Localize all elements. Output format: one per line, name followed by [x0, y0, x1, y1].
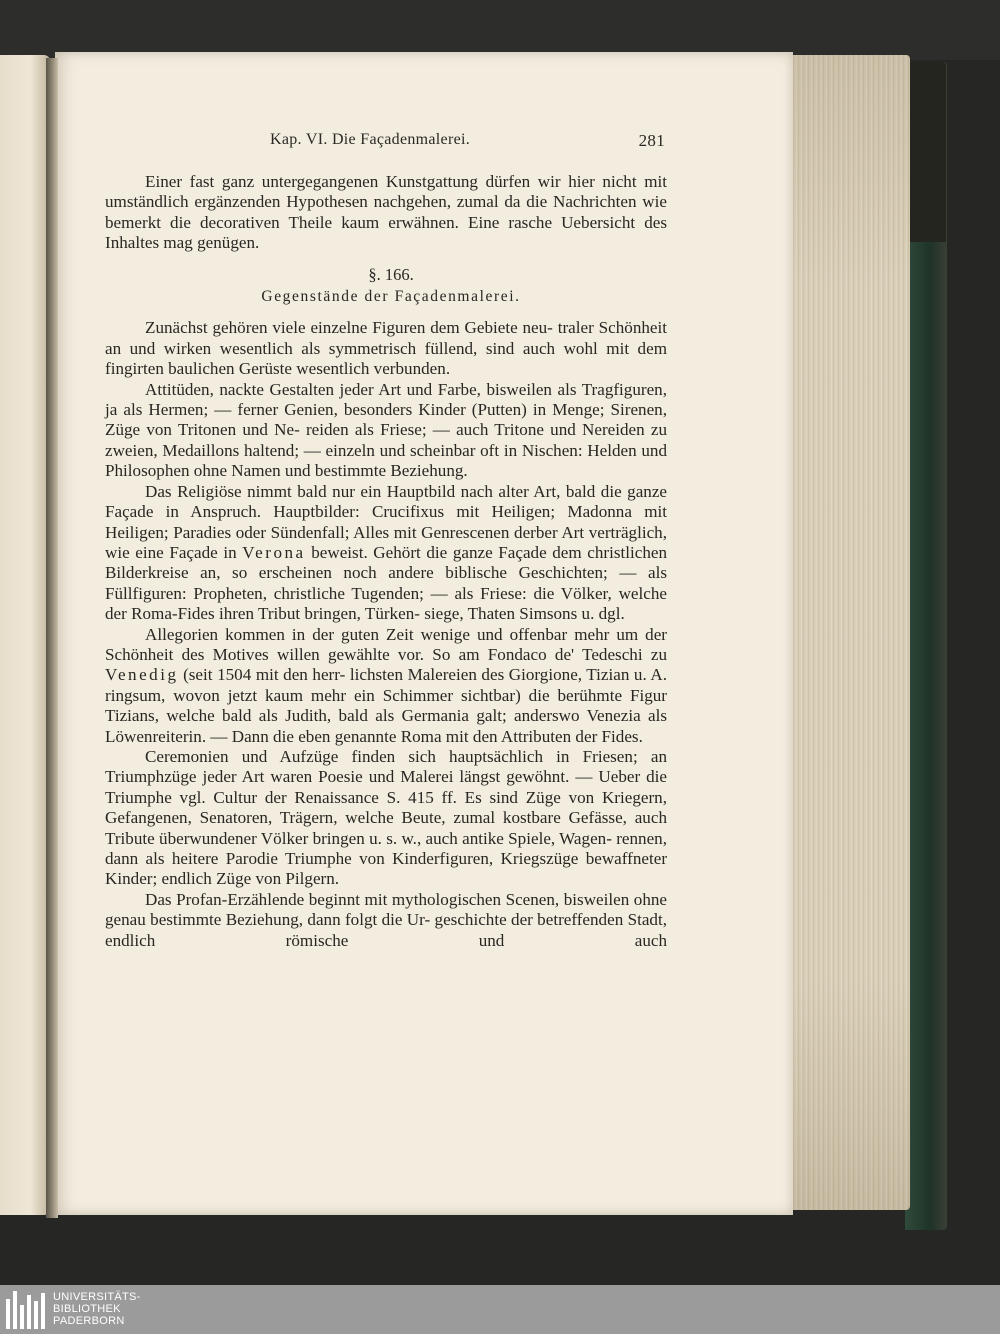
text-line: Tizians, welche bald als Judith, bald als Germania galt; anderswo [105, 706, 580, 726]
text-line: lichsten Malereien des Giorgione, Tizian u. A. ringsum, wovon [105, 665, 667, 705]
text-line: Kinder (Putten) in Menge; Sirenen, Züge von Tritonen und Ne- [105, 400, 667, 440]
intro-paragraph [105, 172, 667, 254]
text-line: nicht mit umständlich ergänzenden Hypothesen nachgehen, zumal [105, 172, 667, 212]
library-footer [0, 1285, 1000, 1334]
page-edges [790, 55, 910, 1210]
text-line: überwundener Völker bringen u. s. w., auch antike Spiele, Wagen- [159, 828, 612, 848]
place-name-verona: Verona [242, 542, 306, 562]
page-number: 281 [638, 131, 665, 150]
text-line: sind auch wohl mit dem fingirten baulichen Gerüste wesentlich [105, 338, 667, 379]
text-line: erwähnen. Eine rasche Uebersicht des Inhaltes mag genügen. [105, 212, 667, 253]
text-line: bisweilen ohne genau bestimmte Beziehung, dann folgt die Ur- [105, 889, 668, 930]
text-line: bald die ganze Façade in Anspruch. Hauptbilder: Crucifixus [105, 481, 667, 522]
text-line: 415 ff. Es sind Züge von Kriegern, Gefangenen, Senatoren, [105, 787, 667, 828]
paragraph-ceremonies [105, 747, 667, 890]
logo-line: BIBLIOTHEK [53, 1303, 121, 1315]
text-line: an Triumphzüge jeder Art waren Poesie und Malerei längst [105, 746, 667, 787]
text-line: die Völker, welche der Roma-Fides ihren Tribut bringen, Türken- [105, 583, 667, 624]
text-line: jetzt kaum mehr ein Schimmer sichtbar) die berühmte Figur [227, 685, 667, 705]
text-line: Helden und Philosophen ohne Namen und bestimmte Beziehung. [105, 440, 667, 481]
text-line: Das Religiöse nimmt bald nur ein Hauptbild nach alter Art, [145, 481, 561, 501]
text-line: verbunden. [373, 359, 451, 379]
running-header [105, 131, 665, 153]
text-line: rennen, dann als heitere Parodie Triumphe von Kinderfiguren, [105, 828, 667, 868]
library-logo-icon [6, 1291, 46, 1329]
logo-line: PADERBORN [53, 1315, 125, 1327]
text-line: Bilderkreise an, so erscheinen noch andere biblische Geschichten; [105, 563, 608, 583]
text-line: siege, Thaten Simsons u. dgl. [424, 604, 625, 624]
left-page-edge [0, 55, 50, 1215]
text-line: da die Nachrichten wie bemerkt die decorativen Theile kaum [105, 192, 667, 232]
text-line: als Tragfiguren, ja als Hermen; — ferner Genien, besonders [105, 379, 667, 420]
text-line: beweist. Gehört die ganze Façade dem christlichen [305, 542, 668, 562]
text-line: Kriegszüge bewaffneter Kinder; endlich Züge von Pilgern. [105, 849, 668, 889]
place-name-venedig: Venedig [105, 665, 179, 685]
book-cover-top [0, 0, 1000, 60]
paragraph-allegories [105, 625, 667, 747]
text-line: Allegorien kommen in der guten Zeit wenige und offenbar [145, 624, 568, 644]
text-line: Alles mit Genrescenen derber Art verträglich, wie eine Façade [105, 522, 667, 562]
paragraph-figures [105, 318, 667, 379]
text-line: traler Schönheit an und wirken wesentlich als symmetrisch füllend, [105, 318, 667, 358]
book-gutter [46, 58, 58, 1218]
text-line: geschichte der betreffenden Stadt, endlich römische und auch [105, 910, 667, 950]
chapter-title: Kap. VI. Die Façadenmalerei. [270, 131, 471, 148]
text-line: — als Füllfiguren: Propheten, christliche Tugenden; — als Friese: [105, 563, 668, 603]
text-line: in [223, 542, 243, 562]
text-line: Venezia als Löwenreiterin. — Dann die eben genannte Roma mit [105, 706, 668, 746]
page-body [105, 172, 667, 951]
text-line: gewöhnt. — Ueber die Triumphe vgl. Cultur der Renaissance S. [105, 767, 667, 807]
text-line: Trägern, welche Beute, zumal kostbare Gefässe, auch Tribute [105, 808, 667, 848]
text-line: reiden als Friese; — auch Tritone und Nereiden zu zweien, [105, 420, 667, 460]
text-line: mit Heiligen; Madonna mit Heiligen; Paradies oder Sündenfall; [105, 502, 667, 542]
paragraph-profane [105, 890, 667, 951]
paragraph-religious [105, 482, 667, 625]
text-line: Ceremonien und Aufzüge finden sich hauptsächlich in Friesen; [145, 746, 638, 766]
text-line: am Fondaco de' Tedeschi zu [458, 644, 667, 664]
text-line: Einer fast ganz untergegangenen Kunstgattung dürfen wir hier [145, 172, 595, 191]
book-board-corner [906, 62, 946, 242]
section-title: Gegenstände der Façadenmalerei. [261, 288, 521, 306]
text-line: den Attributen der Fides. [472, 726, 643, 746]
section-number: §. 166. [368, 264, 414, 284]
text-line: Das Profan-Erzählende beginnt mit mythologischen Scenen, [145, 889, 560, 909]
text-line: Medaillons haltend; — einzeln und scheinbar oft in Nischen: [162, 440, 583, 460]
text-line: Zunächst gehören viele einzelne Figuren dem Gebiete neu- [145, 318, 553, 338]
logo-line: UNIVERSITÄTS- [53, 1291, 141, 1303]
text-line: Attitüden, nackte Gestalten jeder Art und Farbe, bisweilen [145, 379, 552, 399]
text-line: (seit 1504 mit den herr- [178, 665, 346, 685]
paragraph-attitudes [105, 380, 667, 482]
library-logo-text [53, 1291, 141, 1327]
text-line: mehr um der Schönheit des Motives willen gewählte vor. So [105, 624, 667, 664]
